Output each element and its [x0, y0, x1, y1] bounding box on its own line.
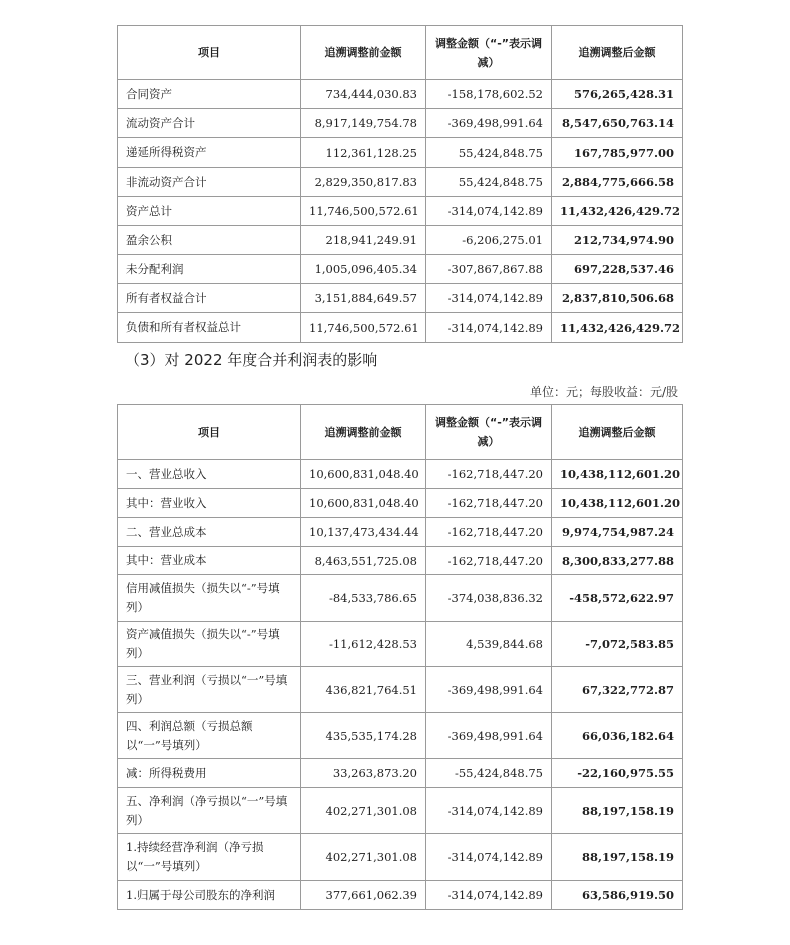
- cell-before: 402,271,301.08: [301, 788, 426, 834]
- cell-after: 11,432,426,429.72: [552, 197, 683, 226]
- cell-before: 8,463,551,725.08: [301, 547, 426, 575]
- cell-after: 697,228,537.46: [552, 255, 683, 284]
- cell-before: 10,600,831,048.40: [301, 489, 426, 518]
- col-header-item: 项目: [118, 405, 301, 460]
- table-row: [118, 834, 683, 881]
- cell-before: 377,661,062.39: [301, 881, 426, 910]
- cell-adjustment: -314,074,142.89: [426, 834, 552, 881]
- table-row: [118, 109, 683, 138]
- table-row: [118, 226, 683, 255]
- table-row: [118, 255, 683, 284]
- cell-after: 10,438,112,601.20: [552, 460, 683, 489]
- cell-adjustment: -158,178,602.52: [426, 80, 552, 109]
- cell-item: 流动资产合计: [118, 109, 301, 138]
- cell-item: 四、利润总额（亏损总额以“一”号填列）: [118, 713, 301, 759]
- cell-item: 三、营业利润（亏损以“一”号填列）: [118, 667, 301, 713]
- cell-before: -11,612,428.53: [301, 622, 426, 667]
- cell-item: 1.持续经营净利润（净亏损以“一”号填列）: [118, 834, 301, 881]
- cell-adjustment: -162,718,447.20: [426, 547, 552, 575]
- cell-before: 436,821,764.51: [301, 667, 426, 713]
- cell-adjustment: -314,074,142.89: [426, 284, 552, 313]
- cell-adjustment: -314,074,142.89: [426, 313, 552, 343]
- cell-before: 33,263,873.20: [301, 759, 426, 788]
- cell-before: 10,600,831,048.40: [301, 460, 426, 489]
- cell-adjustment: -374,038,836.32: [426, 575, 552, 622]
- table-header-row: [118, 26, 683, 80]
- table-row: [118, 667, 683, 713]
- cell-item: 盈余公积: [118, 226, 301, 255]
- cell-item: 信用减值损失（损失以“-”号填列）: [118, 575, 301, 622]
- table-row: [118, 547, 683, 575]
- cell-adjustment: 55,424,848.75: [426, 168, 552, 197]
- table-row: [118, 489, 683, 518]
- cell-item: 一、营业总收入: [118, 460, 301, 489]
- section-heading: （3）对 2022 年度合并利润表的影响: [125, 351, 378, 369]
- cell-adjustment: -55,424,848.75: [426, 759, 552, 788]
- cell-before: 435,535,174.28: [301, 713, 426, 759]
- col-header-before: 追溯调整前金额: [301, 405, 426, 460]
- cell-after: 2,837,810,506.68: [552, 284, 683, 313]
- cell-item: 负债和所有者权益总计: [118, 313, 301, 343]
- cell-item: 非流动资产合计: [118, 168, 301, 197]
- cell-before: 1,005,096,405.34: [301, 255, 426, 284]
- cell-adjustment: -314,074,142.89: [426, 881, 552, 910]
- cell-adjustment: -369,498,991.64: [426, 109, 552, 138]
- cell-after: 63,586,919.50: [552, 881, 683, 910]
- cell-before: 3,151,884,649.57: [301, 284, 426, 313]
- cell-adjustment: -314,074,142.89: [426, 788, 552, 834]
- col-header-after: 追溯调整后金额: [552, 405, 683, 460]
- col-header-adjustment: 调整金额（“-”表示调减）: [426, 405, 552, 460]
- cell-adjustment: -307,867,867.88: [426, 255, 552, 284]
- cell-after: 67,322,772.87: [552, 667, 683, 713]
- cell-item: 减：所得税费用: [118, 759, 301, 788]
- table-row: [118, 788, 683, 834]
- cell-item: 其中：营业成本: [118, 547, 301, 575]
- cell-item: 未分配利润: [118, 255, 301, 284]
- cell-after: 10,438,112,601.20: [552, 489, 683, 518]
- cell-item: 合同资产: [118, 80, 301, 109]
- cell-before: 8,917,149,754.78: [301, 109, 426, 138]
- cell-item: 1.归属于母公司股东的净利润: [118, 881, 301, 910]
- cell-after: 11,432,426,429.72: [552, 313, 683, 343]
- cell-item: 所有者权益合计: [118, 284, 301, 313]
- table-row: [118, 575, 683, 622]
- cell-adjustment: -314,074,142.89: [426, 197, 552, 226]
- cell-before: 2,829,350,817.83: [301, 168, 426, 197]
- table-row: [118, 622, 683, 667]
- table-row: [118, 713, 683, 759]
- cell-item: 递延所得税资产: [118, 138, 301, 168]
- table-header-row: [118, 405, 683, 460]
- cell-item: 其中：营业收入: [118, 489, 301, 518]
- table-row: [118, 168, 683, 197]
- cell-after: 88,197,158.19: [552, 834, 683, 881]
- cell-item: 资产减值损失（损失以“-”号填列）: [118, 622, 301, 667]
- cell-after: 9,974,754,987.24: [552, 518, 683, 547]
- table-row: [118, 460, 683, 489]
- table-row: [118, 518, 683, 547]
- col-header-before: 追溯调整前金额: [301, 26, 426, 80]
- table-row: [118, 313, 683, 343]
- cell-after: -7,072,583.85: [552, 622, 683, 667]
- income-statement-adjustment-table: [117, 404, 683, 910]
- cell-after: 66,036,182.64: [552, 713, 683, 759]
- table-row: [118, 80, 683, 109]
- cell-after: 167,785,977.00: [552, 138, 683, 168]
- table-row: [118, 138, 683, 168]
- cell-adjustment: -162,718,447.20: [426, 460, 552, 489]
- cell-after: 88,197,158.19: [552, 788, 683, 834]
- cell-adjustment: -162,718,447.20: [426, 489, 552, 518]
- table-row: [118, 284, 683, 313]
- cell-adjustment: 4,539,844.68: [426, 622, 552, 667]
- cell-adjustment: 55,424,848.75: [426, 138, 552, 168]
- cell-after: -22,160,975.55: [552, 759, 683, 788]
- cell-before: 112,361,128.25: [301, 138, 426, 168]
- cell-before: 402,271,301.08: [301, 834, 426, 881]
- cell-before: 218,941,249.91: [301, 226, 426, 255]
- cell-before: 734,444,030.83: [301, 80, 426, 109]
- cell-adjustment: -6,206,275.01: [426, 226, 552, 255]
- cell-after: 212,734,974.90: [552, 226, 683, 255]
- cell-before: 11,746,500,572.61: [301, 313, 426, 343]
- cell-adjustment: -369,498,991.64: [426, 713, 552, 759]
- cell-before: -84,533,786.65: [301, 575, 426, 622]
- cell-after: -458,572,622.97: [552, 575, 683, 622]
- col-header-adjustment: 调整金额（“-”表示调减）: [426, 26, 552, 80]
- cell-after: 8,300,833,277.88: [552, 547, 683, 575]
- balance-sheet-adjustment-table: [117, 25, 683, 343]
- cell-before: 10,137,473,434.44: [301, 518, 426, 547]
- cell-after: 8,547,650,763.14: [552, 109, 683, 138]
- cell-item: 二、营业总成本: [118, 518, 301, 547]
- cell-before: 11,746,500,572.61: [301, 197, 426, 226]
- col-header-item: 项目: [118, 26, 301, 80]
- table-row: [118, 759, 683, 788]
- col-header-after: 追溯调整后金额: [552, 26, 683, 80]
- cell-after: 576,265,428.31: [552, 80, 683, 109]
- cell-adjustment: -369,498,991.64: [426, 667, 552, 713]
- cell-item: 资产总计: [118, 197, 301, 226]
- cell-after: 2,884,775,666.58: [552, 168, 683, 197]
- cell-adjustment: -162,718,447.20: [426, 518, 552, 547]
- unit-note: 单位：元；每股收益：元/股: [529, 385, 678, 399]
- table-row: [118, 881, 683, 910]
- table-row: [118, 197, 683, 226]
- cell-item: 五、净利润（净亏损以“一”号填列）: [118, 788, 301, 834]
